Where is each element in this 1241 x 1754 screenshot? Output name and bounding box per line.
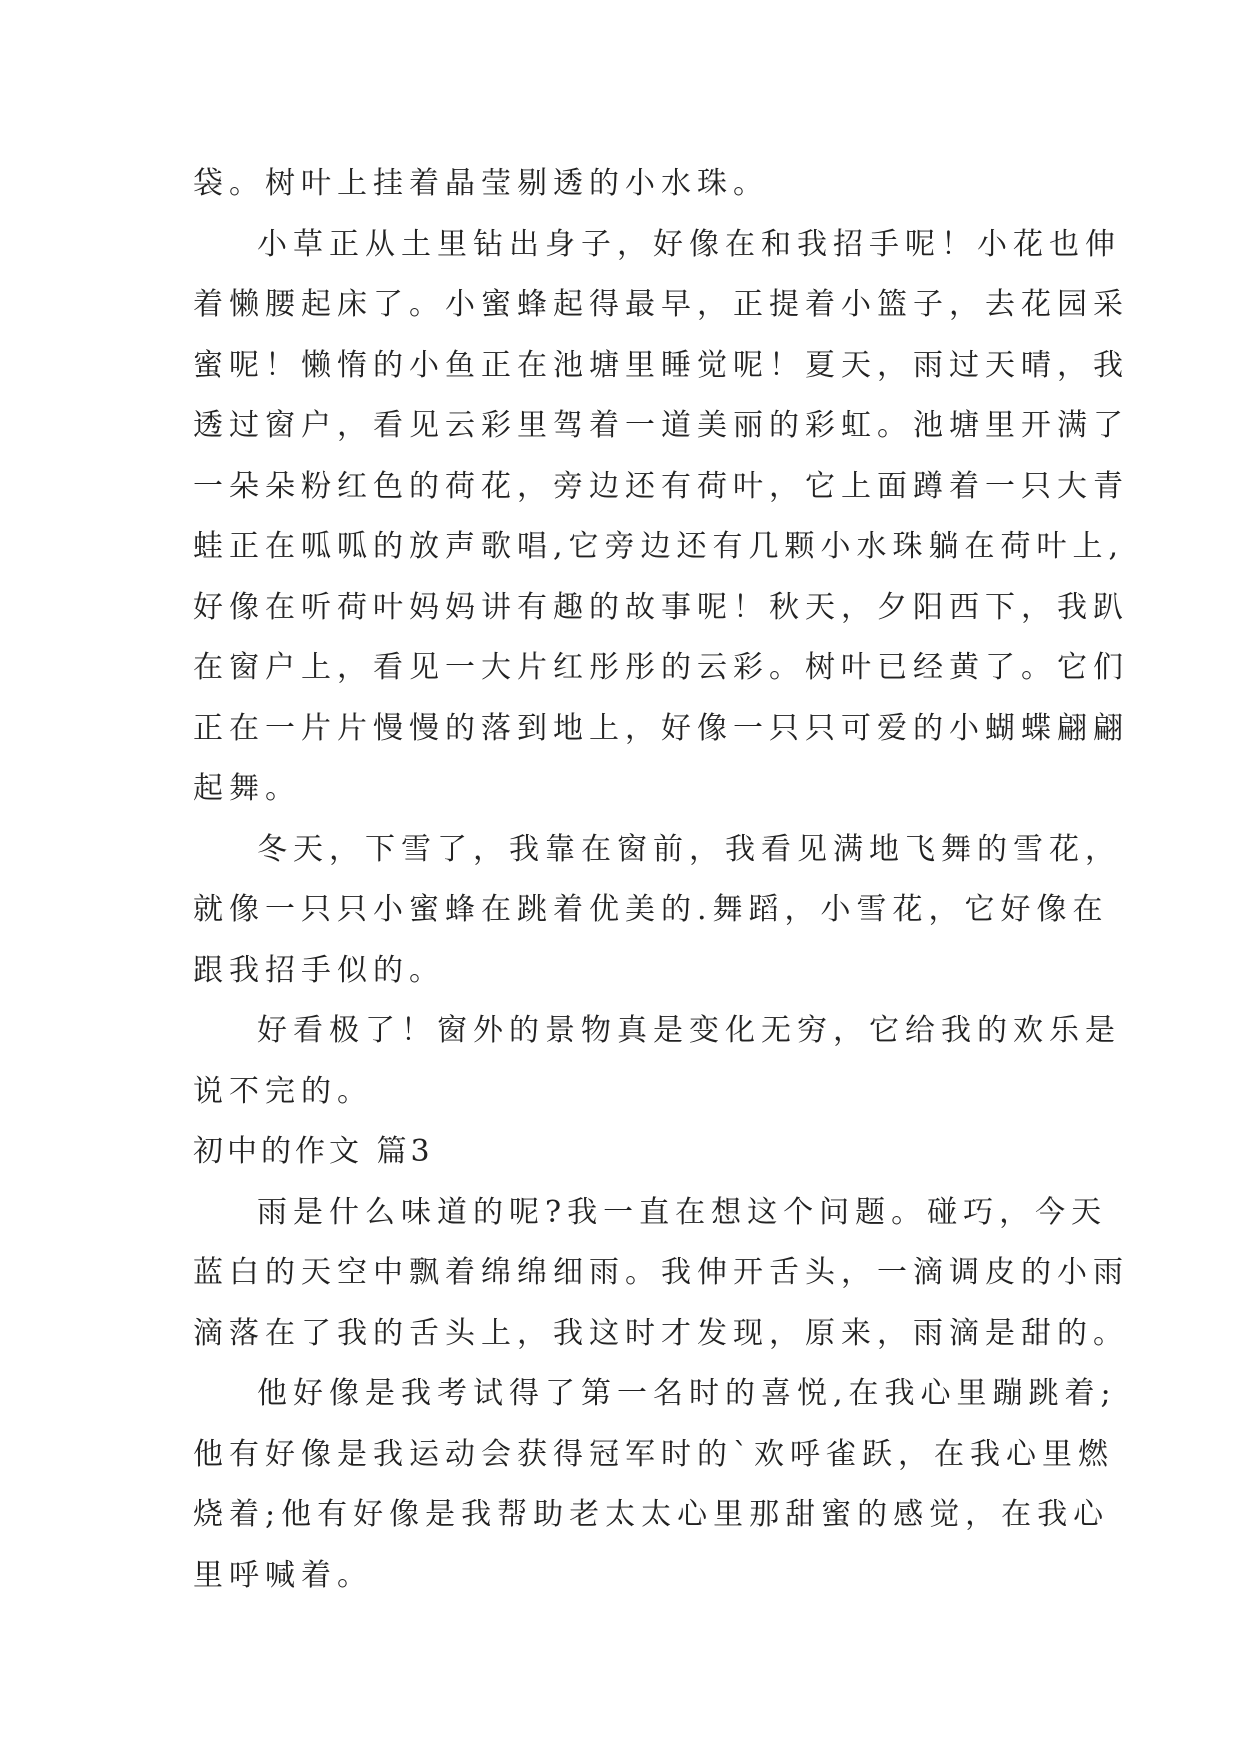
paragraph-start-line: 小草正从土里钻出身子，好像在和我招手呢！小花也伸 — [257, 226, 1121, 262]
text-line: 烧着;他有好像是我帮助老太太心里那甜蜜的感觉，在我心 — [193, 1497, 1110, 1532]
text-line: 透过窗户，看见云彩里驾着一道美丽的彩虹。池塘里开满了 — [193, 408, 1129, 443]
document-body — [193, 154, 1129, 1606]
text-line: 蓝白的天空中飘着绵绵细雨。我伸开舌头，一滴调皮的小雨 — [193, 1255, 1129, 1290]
text-line: 里呼喊着。 — [193, 1557, 373, 1593]
text-line: 滴落在了我的舌头上，我这时才发现，原来，雨滴是甜的。 — [193, 1315, 1129, 1351]
text-line: 说不完的。 — [193, 1073, 373, 1109]
text-line: 他有好像是我运动会获得冠军时的`欢呼雀跃，在我心里燃 — [193, 1436, 1114, 1472]
paragraph-start-line: 冬天，下雪了，我靠在窗前，我看见满地飞舞的雪花， — [257, 831, 1121, 867]
text-line: 在窗户上，看见一大片红彤彤的云彩。树叶已经黄了。它们 — [193, 650, 1129, 685]
text-line: 好像在听荷叶妈妈讲有趣的故事呢！秋天，夕阳西下，我趴 — [193, 589, 1129, 625]
section-heading: 初中的作文 篇3 — [193, 1134, 434, 1169]
text-line: 起舞。 — [193, 771, 301, 806]
text-line: 蛙正在呱呱的放声歌唱,它旁边还有几颗小水珠躺在荷叶上, — [193, 529, 1125, 564]
text-line: 一朵朵粉红色的荷花，旁边还有荷叶，它上面蹲着一只大青 — [193, 468, 1129, 504]
text-line: 正在一片片慢慢的落到地上，好像一只只可爱的小蝴蝶翩翩 — [193, 710, 1129, 746]
text-line: 就像一只只小蜜蜂在跳着优美的.舞蹈，小雪花，它好像在 — [193, 892, 1109, 927]
paragraph-start-line: 好看极了！窗外的景物真是变化无穷，它给我的欢乐是 — [257, 1013, 1121, 1048]
paragraph-start-line: 雨是什么味道的呢?我一直在想这个问题。碰巧，今天 — [257, 1194, 1108, 1230]
text-line: 跟我招手似的。 — [193, 952, 445, 988]
paragraph-start-line: 他好像是我考试得了第一名时的喜悦,在我心里蹦跳着; — [257, 1376, 1117, 1411]
text-line: 蜜呢！懒惰的小鱼正在池塘里睡觉呢！夏天，雨过天晴，我 — [193, 347, 1129, 383]
text-line: 着懒腰起床了。小蜜蜂起得最早，正提着小篮子，去花园采 — [193, 287, 1129, 322]
text-line: 袋。树叶上挂着晶莹剔透的小水珠。 — [193, 166, 769, 201]
